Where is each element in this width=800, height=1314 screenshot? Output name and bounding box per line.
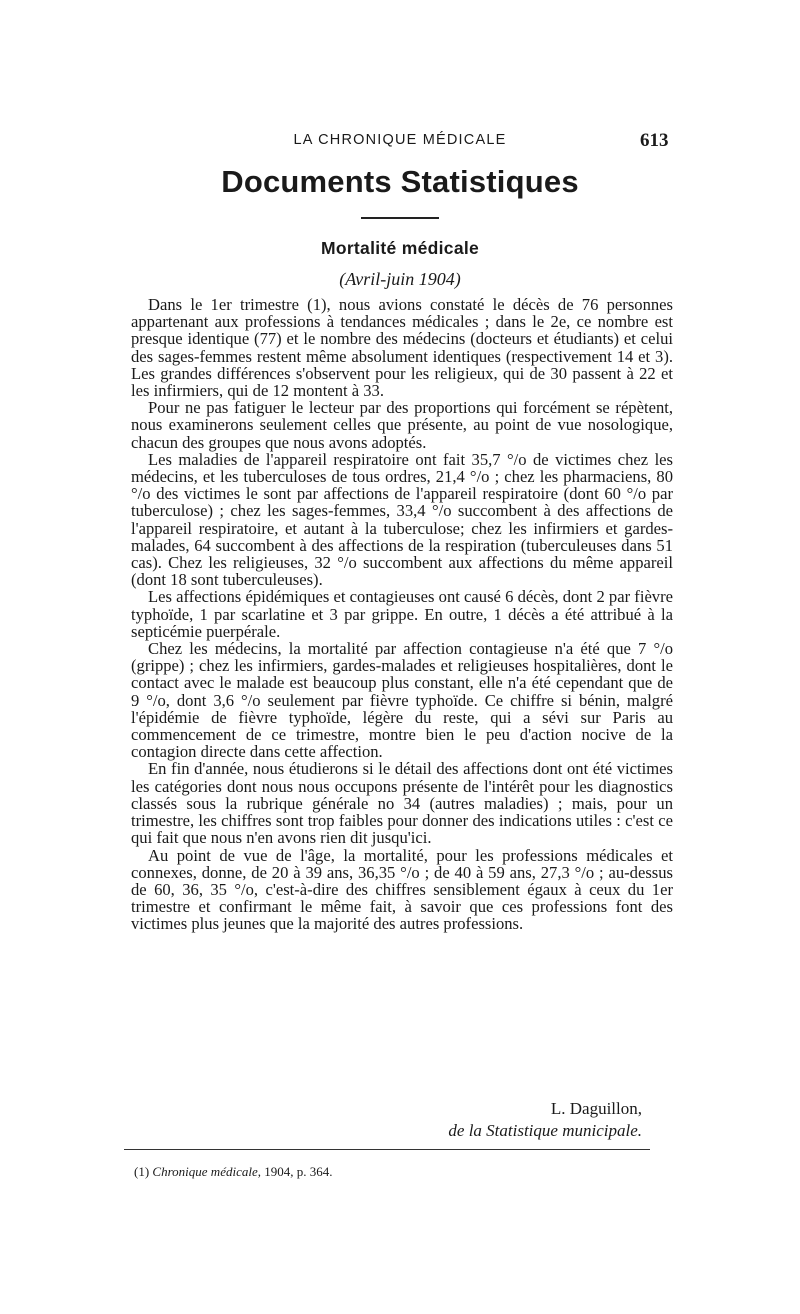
article-subtitle: Mortalité médicale (320, 238, 480, 258)
signature (400, 1098, 642, 1142)
paragraph-5: Chez les médecins, la mortalité par affection contagieuse n'a été que 7 °/o (grippe) ; chez les infirmiers, gardes-malades et religieuses hospitalières, dont le contact avec le malade est beaucoup plus constant, elle n'a été cependant que de 9 °/o, dont 3,6 °/o seulement par fièvre typhoïde. Ce chiffre si bénin, malgré l'épidémie de fièvre typhoïde, légère du reste, qui a sévi sur Paris au commencement de ce trimestre, montre bien le peu d'action nocive de la contagion directe dans cette affection. (131, 639, 673, 762)
footnote-title: Chronique médicale (152, 1164, 258, 1179)
title-divider (361, 217, 439, 219)
paragraph-2: Pour ne pas fatiguer le lecteur par des proportions qui forcément se répètent, nous examinerons seulement celles que présente, au point de vue nosologique, chacun des groupes que nous avons adoptés. (131, 398, 673, 452)
running-title: LA CHRONIQUE MÉDICALE (293, 132, 507, 148)
footnote-reference: , 1904, p. 364. (257, 1164, 333, 1179)
article-body (131, 296, 673, 933)
footnote (134, 1164, 332, 1180)
page-header (0, 130, 800, 154)
paragraph-3: Les maladies de l'appareil respiratoire ont fait 35,7 °/o de victimes chez les médecins, et les tuberculoses de tous ordres, 21,4 °/o ; chez les pharmaciens, 80 °/o des victimes le sont par affections de l'appareil respiratoire (dont 60 °/o par tuberculose) ; chez les sages-femmes, 33,4 °/o succombent à des affections de l'appareil respiratoire, et autant à la tuberculose; chez les infirmiers et gardes-malades, 64 succombent à des affections de la respiration (tuberculeuses dans 51 cas). Chez les religieuses, 32 °/o succombent aux affections du même appareil (dont 18 sont tuberculeuses). (131, 449, 673, 590)
footnote-marker: (1) (134, 1164, 150, 1179)
article-period: (Avril-juin 1904) (339, 269, 461, 289)
footnote-separator (124, 1149, 650, 1150)
paragraph-4: Les affections épidémiques et contagieuses ont causé 6 décès, dont 2 par fièvre typhoïde, 1 par scarlatine et 3 par grippe. En outre, 1 décès a été attribué à la septicémie puerpérale. (131, 587, 673, 641)
paragraph-6: En fin d'année, nous étudierons si le détail des affections dont ont été victimes les catégories dont nous nous occupons présente de l'intérêt pour les diagnostics classés sous la rubrique générale no 34 (autres maladies) ; mais, pour un trimestre, les chiffres sont trop faibles pour donner des indications utiles : c'est ce qui fait que nous n'en avons rien dit jusqu'ici. (131, 759, 673, 848)
author-name: L. Daguillon, (550, 1099, 642, 1118)
article-title: Documents Statistiques (221, 164, 579, 199)
page-number: 613 (640, 130, 669, 151)
paragraph-1: Dans le 1er trimestre (1), nous avions constaté le décès de 76 personnes appartenant aux professions à tendances médicales ; dans le 2e, ce nombre est presque identique (77) et le nombre des médecins (docteurs et étudiants) et celui des sages-femmes restent même absolument identiques (respectivement 14 et 3). Les grandes différences s'observent pour les religieux, qui de 30 passent à 22 et les infirmiers, qui de 12 montent à 33. (131, 295, 673, 401)
paragraph-7: Au point de vue de l'âge, la mortalité, pour les professions médicales et connexes, donne, de 20 à 39 ans, 36,35 °/o ; de 40 à 59 ans, 27,3 °/o ; au-dessus de 60, 36, 35 °/o, c'est-à-dire des chiffres sensiblement égaux à ceux du 1er trimestre et confirmant le même fait, à savoir que ces professions font des victimes plus jeunes que la majorité des autres professions. (131, 845, 673, 934)
author-affiliation: de la Statistique municipale. (448, 1121, 642, 1140)
